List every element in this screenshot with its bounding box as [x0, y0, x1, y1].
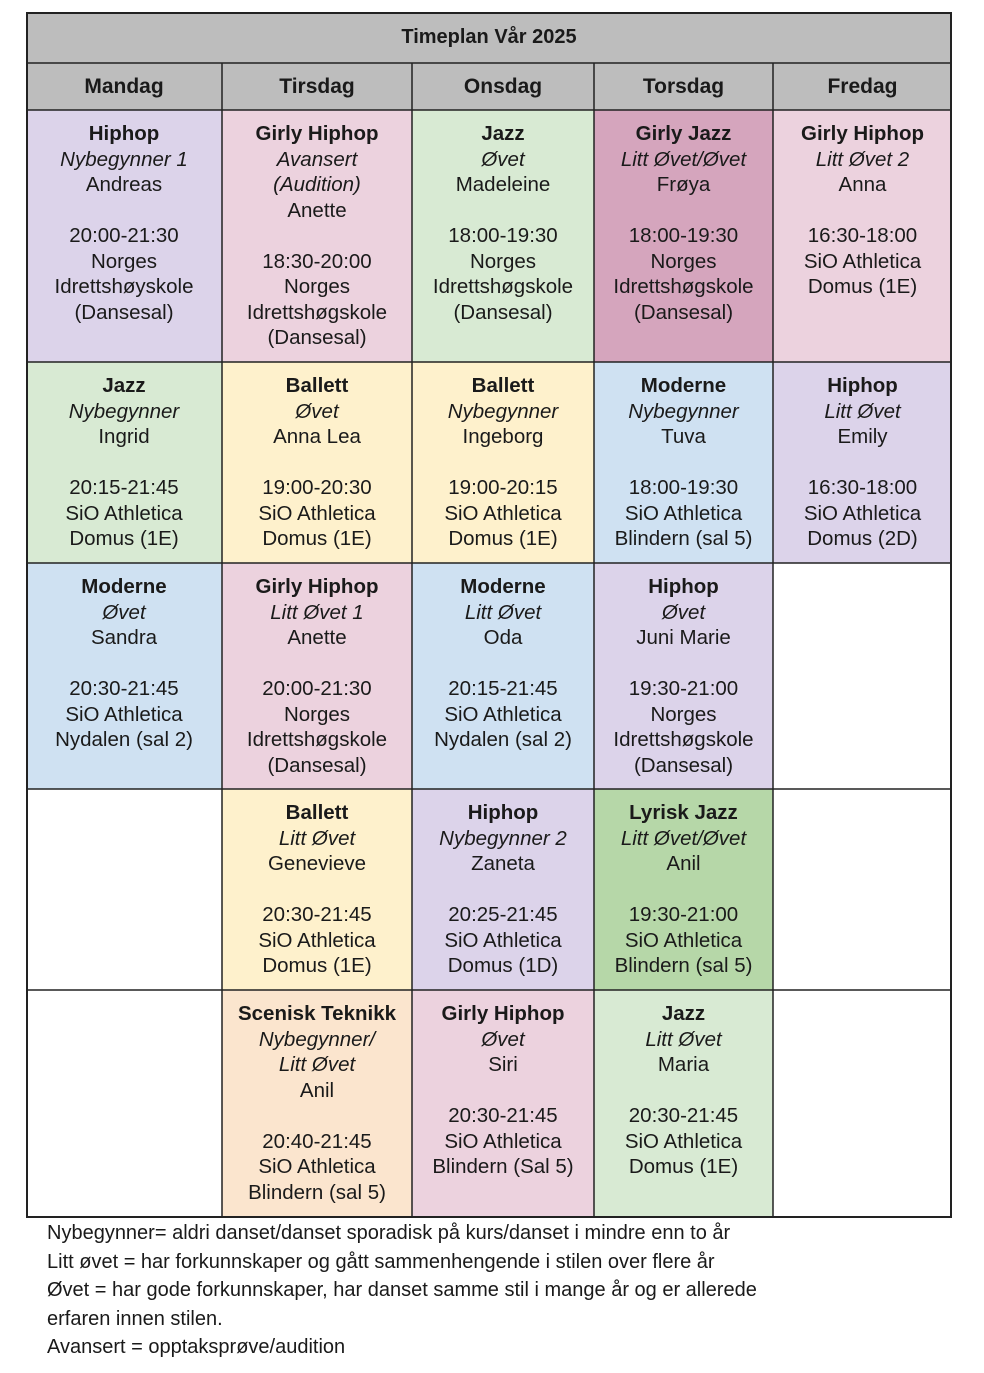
class-name: Ballett	[471, 374, 535, 397]
class-level: Øvet	[661, 600, 706, 624]
class-location: Nydalen (sal 2)	[434, 728, 572, 751]
class-time: 18:30-20:00	[262, 249, 372, 273]
spacer	[26, 651, 222, 677]
class-level: Litt Øvet/Øvet	[620, 826, 747, 850]
spacer	[594, 1078, 773, 1104]
class-location: SiO Athletica	[65, 702, 183, 726]
day-header-torsdag: Torsdag	[594, 63, 773, 110]
class-time: 19:00-20:30	[262, 476, 372, 499]
class-teacher: Andreas	[85, 173, 163, 196]
class-level: Litt Øvet	[464, 600, 542, 624]
class-time: 19:30-21:00	[628, 903, 739, 926]
class-teacher: Oda	[483, 626, 523, 649]
class-location: Idrettshøgskole	[432, 275, 574, 298]
class-level: Nybegynner	[68, 399, 180, 423]
class-location: SiO Athletica	[258, 928, 376, 952]
class-location: (Dansesal)	[267, 326, 367, 349]
class-teacher: Ingeborg	[462, 425, 544, 448]
class-cell	[222, 563, 412, 789]
class-location: Blindern (sal 5)	[614, 954, 753, 977]
class-time: 20:15-21:45	[69, 476, 179, 499]
class-time: 16:30-18:00	[807, 224, 918, 247]
class-location: Domus (1E)	[807, 275, 918, 298]
class-level: Nybegynner/	[258, 1027, 376, 1051]
class-cell	[222, 110, 412, 362]
class-teacher: Ingrid	[98, 425, 150, 448]
class-cell	[412, 110, 594, 362]
class-location: Domus (1E)	[448, 527, 558, 550]
class-location: Idrettshøgskole	[246, 300, 388, 324]
class-location: SiO Athletica	[65, 501, 183, 525]
class-name: Girly Hiphop	[441, 1002, 565, 1025]
class-location: Idrettshøyskole	[54, 275, 194, 298]
spacer	[773, 450, 952, 476]
class-level: Litt Øvet 1	[270, 600, 364, 624]
day-header-tirsdag: Tirsdag	[222, 63, 412, 110]
class-cell	[412, 563, 594, 789]
class-teacher: Anna	[838, 173, 887, 196]
class-cell	[222, 362, 412, 563]
legend-line: Øvet = har gode forkunnskaper, har danset samme stil i mange år og er allerede	[47, 1279, 757, 1301]
class-time: 20:00-21:30	[262, 677, 372, 700]
class-level: Litt Øvet 2	[815, 147, 910, 171]
class-level: Øvet	[295, 399, 339, 423]
class-level: Nybegynner 2	[439, 826, 567, 850]
spacer	[594, 877, 773, 903]
class-cell	[412, 362, 594, 563]
class-location: Domus (1E)	[262, 527, 372, 550]
class-time: 19:00-20:15	[448, 476, 558, 499]
spacer	[222, 877, 412, 903]
class-location: SiO Athletica	[258, 1155, 376, 1178]
class-level: Litt Øvet/Øvet	[620, 147, 747, 171]
class-location: Norges	[469, 249, 537, 273]
legend-line: Avansert = opptaksprøve/audition	[47, 1336, 346, 1358]
class-location: Domus (1E)	[69, 527, 179, 550]
class-location: (Dansesal)	[74, 300, 174, 324]
class-time: 18:00-19:30	[448, 224, 558, 247]
class-location: Domus (1E)	[628, 1155, 739, 1178]
class-cell	[594, 990, 773, 1218]
class-name: Ballett	[285, 801, 349, 824]
class-level: Øvet	[481, 147, 525, 171]
class-level: Øvet	[481, 1027, 525, 1051]
legend-line: erfaren innen stilen.	[47, 1307, 223, 1330]
class-location: Domus (2D)	[807, 527, 918, 550]
class-cell	[26, 110, 222, 362]
class-cell	[412, 990, 594, 1218]
class-teacher: Frøya	[656, 173, 711, 196]
class-location: (Dansesal)	[633, 300, 734, 324]
class-name: Scenisk Teknikk	[237, 1002, 396, 1025]
spacer	[594, 450, 773, 476]
class-level: Nybegynner	[447, 399, 559, 423]
class-location: Nydalen (sal 2)	[55, 728, 193, 751]
class-cell	[26, 362, 222, 563]
class-teacher: Anil	[666, 852, 701, 875]
class-name: Hiphop	[88, 122, 160, 145]
class-cell	[773, 362, 952, 563]
class-location: (Dansesal)	[453, 300, 553, 324]
class-time: 18:00-19:30	[628, 476, 739, 499]
spacer	[594, 651, 773, 677]
schedule-table	[26, 12, 952, 1218]
class-teacher: Anette	[287, 626, 347, 649]
schedule-title: Timeplan Vår 2025	[26, 12, 952, 63]
day-header-fredag: Fredag	[773, 63, 952, 110]
spacer	[412, 877, 594, 903]
legend-line: Litt øvet = har forkunnskaper og gått sammenhengende i stilen over flere år	[47, 1250, 715, 1273]
class-location: (Dansesal)	[267, 753, 367, 777]
class-location: Idrettshøgskole	[613, 728, 754, 751]
class-location: Norges	[650, 249, 717, 273]
class-teacher: Genevieve	[267, 852, 366, 875]
empty-cell	[773, 789, 952, 990]
class-time: 20:00-21:30	[69, 224, 179, 247]
class-name: Moderne	[81, 575, 167, 598]
spacer	[222, 1103, 412, 1129]
class-name: Jazz	[661, 1002, 706, 1025]
empty-cell	[773, 990, 952, 1218]
class-cell	[594, 110, 773, 362]
class-location: Blindern (sal 5)	[248, 1180, 386, 1204]
class-level: Nybegynner 1	[60, 147, 188, 171]
class-teacher: Madeleine	[455, 173, 551, 196]
spacer	[412, 1078, 594, 1104]
spacer	[773, 198, 952, 224]
class-time: 20:30-21:45	[448, 1104, 558, 1127]
class-level: Avansert	[276, 147, 358, 171]
class-time: 20:40-21:45	[262, 1129, 372, 1153]
class-location: (Dansesal)	[633, 753, 734, 777]
empty-cell	[26, 990, 222, 1218]
empty-cell	[773, 563, 952, 789]
spacer	[222, 450, 412, 476]
class-name: Girly Hiphop	[255, 575, 379, 598]
spacer	[412, 450, 594, 476]
class-location: Idrettshøgskole	[613, 275, 754, 298]
class-name: Jazz	[102, 374, 146, 397]
day-header-onsdag: Onsdag	[412, 63, 594, 110]
class-location: SiO Athletica	[624, 501, 743, 525]
class-name: Hiphop	[827, 374, 898, 397]
spacer	[412, 198, 594, 224]
class-teacher: Anette	[287, 198, 347, 222]
class-cell	[26, 563, 222, 789]
empty-cell	[26, 789, 222, 990]
class-name: Girly Jazz	[635, 122, 732, 145]
spacer	[222, 223, 412, 249]
class-level: Litt Øvet	[278, 826, 356, 850]
class-cell	[222, 990, 412, 1218]
class-location: SiO Athletica	[444, 501, 562, 525]
class-location: Blindern (Sal 5)	[432, 1155, 574, 1178]
legend-line: Nybegynner= aldri danset/danset sporadisk på kurs/danset i mindre enn to år	[47, 1222, 731, 1244]
class-location: SiO Athletica	[444, 928, 562, 952]
class-name: Hiphop	[467, 801, 539, 824]
class-teacher: Sandra	[90, 626, 158, 649]
class-time: 20:30-21:45	[69, 677, 179, 700]
class-level: Øvet	[102, 600, 146, 624]
class-name: Jazz	[481, 122, 525, 145]
class-level: (Audition)	[273, 173, 361, 196]
class-name: Girly Hiphop	[255, 122, 379, 145]
class-location: SiO Athletica	[444, 1129, 562, 1153]
class-level: Litt Øvet	[645, 1027, 722, 1051]
spacer	[26, 198, 222, 224]
class-cell	[773, 110, 952, 362]
spacer	[26, 450, 222, 476]
class-time: 16:30-18:00	[807, 476, 918, 499]
class-time: 20:15-21:45	[448, 677, 558, 700]
spacer	[222, 651, 412, 677]
class-location: Norges	[650, 702, 717, 726]
class-location: SiO Athletica	[258, 501, 376, 525]
class-location: Domus (1E)	[262, 954, 372, 977]
class-teacher: Tuva	[661, 425, 706, 448]
class-cell	[594, 362, 773, 563]
class-teacher: Zaneta	[471, 852, 535, 875]
class-teacher: Maria	[657, 1053, 710, 1076]
class-teacher: Anil	[299, 1078, 335, 1102]
class-name: Girly Hiphop	[801, 122, 924, 145]
class-time: 20:30-21:45	[628, 1104, 739, 1127]
class-location: Norges	[283, 275, 351, 298]
class-location: Domus (1D)	[447, 954, 559, 977]
class-teacher: Emily	[837, 425, 888, 448]
class-level: Litt Øvet	[278, 1053, 356, 1076]
class-location: SiO Athletica	[624, 928, 743, 952]
class-name: Hiphop	[648, 575, 719, 598]
level-legend	[47, 1219, 947, 1362]
class-location: SiO Athletica	[803, 501, 922, 525]
class-time: 20:30-21:45	[262, 903, 372, 926]
class-location: Norges	[283, 702, 351, 726]
class-cell	[594, 563, 773, 789]
class-teacher: Anna Lea	[273, 425, 361, 448]
class-location: SiO Athletica	[803, 249, 922, 273]
class-cell	[222, 789, 412, 990]
class-name: Moderne	[460, 575, 546, 598]
class-location: SiO Athletica	[624, 1129, 743, 1153]
class-name: Ballett	[285, 374, 349, 397]
class-level: Nybegynner	[628, 399, 739, 423]
class-teacher: Juni Marie	[636, 626, 731, 649]
class-name: Moderne	[640, 374, 727, 397]
class-location: SiO Athletica	[444, 702, 562, 726]
spacer	[594, 198, 773, 224]
class-location: Blindern (sal 5)	[614, 527, 753, 550]
day-header-mandag: Mandag	[26, 63, 222, 110]
spacer	[412, 651, 594, 677]
class-location: Idrettshøgskole	[246, 728, 388, 751]
class-time: 20:25-21:45	[448, 903, 558, 926]
class-teacher: Siri	[488, 1053, 518, 1076]
class-time: 18:00-19:30	[628, 224, 739, 247]
class-level: Litt Øvet	[824, 399, 901, 423]
class-cell	[594, 789, 773, 990]
class-time: 19:30-21:00	[628, 677, 739, 700]
class-location: Norges	[90, 249, 158, 273]
class-cell	[412, 789, 594, 990]
class-name: Lyrisk Jazz	[629, 801, 738, 824]
